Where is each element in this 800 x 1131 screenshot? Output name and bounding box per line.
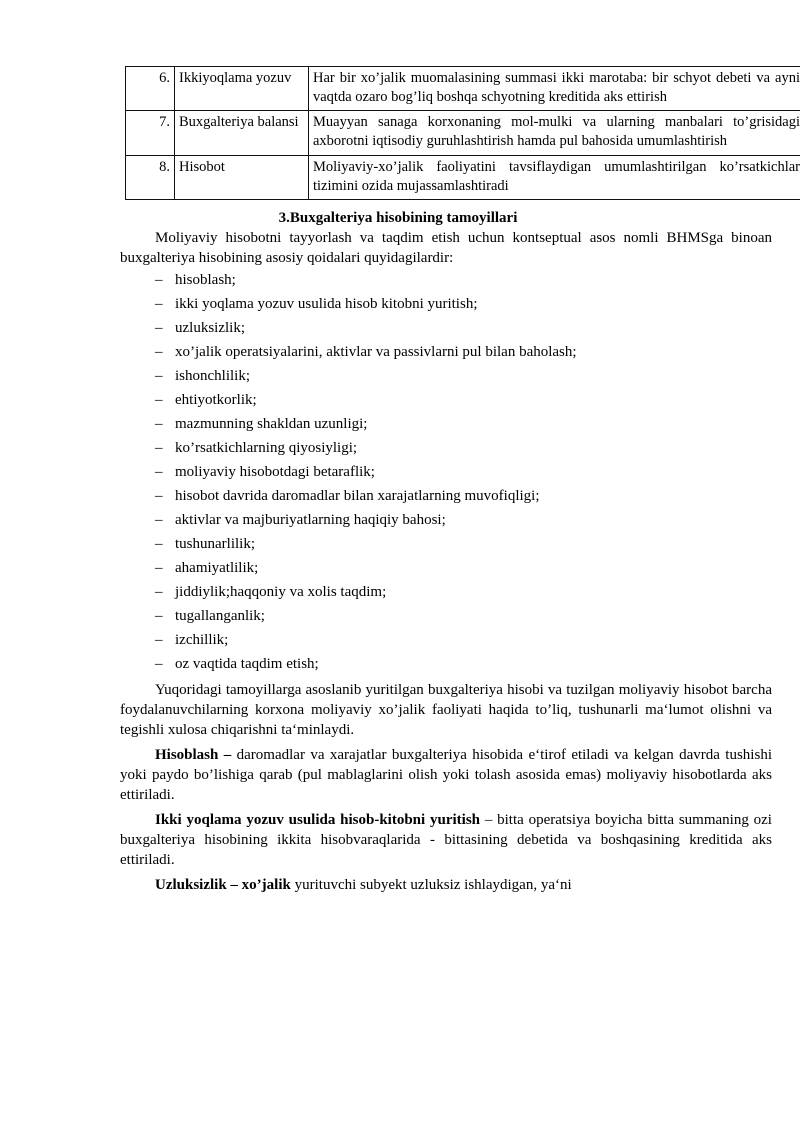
list-item bbox=[118, 513, 770, 528]
definition-body: daromadlar va xarajatlar buxgalteriya hisobida e‘tirof etiladi va kelgan davrda tushishi yoki paydo bo’lishiga qarab (pul mablaglarini olish yoki tolash asosida emas) moliyaviy hisobotlarda aks ettiriladi. bbox=[120, 746, 772, 803]
list-item-label: tushunarlilik; bbox=[175, 536, 255, 553]
dash-marker: – bbox=[155, 584, 163, 601]
section-heading: 3.Buxgalteriya hisobining tamoyillari bbox=[278, 209, 518, 226]
dash-marker: – bbox=[155, 464, 163, 481]
table-row bbox=[126, 155, 800, 199]
dash-marker: – bbox=[155, 632, 163, 649]
dash-marker: – bbox=[155, 392, 163, 409]
table-cell-number: 7. bbox=[126, 111, 175, 155]
list-item bbox=[118, 465, 770, 480]
list-item bbox=[118, 489, 770, 504]
table-row bbox=[126, 67, 800, 111]
dash-marker: – bbox=[155, 272, 163, 289]
list-item-label: jiddiylik;haqqoniy va xolis taqdim; bbox=[175, 584, 387, 601]
list-item-label: hisobot davrida daromadlar bilan xarajatlarning muvofiqligi; bbox=[175, 488, 540, 505]
list-item bbox=[118, 441, 770, 456]
dash-marker: – bbox=[155, 536, 163, 553]
list-item bbox=[118, 609, 770, 624]
table-cell-number: 6. bbox=[126, 67, 175, 111]
list-item-label: moliyaviy hisobotdagi betaraflik; bbox=[175, 464, 375, 481]
definition-paragraph-hisoblash bbox=[118, 746, 772, 806]
dash-marker: – bbox=[155, 560, 163, 577]
table-cell-term: Hisobot bbox=[175, 155, 309, 199]
definition-body: – bitta operatsiya boyicha bitta summaning ozi buxgalteriya hisobining ikkita hisobvaraqlarida - bittasining debetida va boshqasining kreditida aks ettiriladi. bbox=[120, 811, 772, 868]
dash-marker: – bbox=[155, 344, 163, 361]
intro-paragraph: Moliyaviy hisobotni tayyorlash va taqdim etish uchun kontseptual asos nomli BHMSga binoan buxgalteriya hisobining asosiy qoidalari quyidagilardir: bbox=[120, 230, 772, 267]
document-content bbox=[118, 66, 800, 896]
definition-body: yurituvchi subyekt uzluksiz ishlaydigan, ya‘ni bbox=[290, 876, 572, 893]
dash-marker: – bbox=[155, 440, 163, 457]
table-cell-term: Ikkiyoqlama yozuv bbox=[175, 67, 309, 111]
definition-paragraph-uzluksizlik bbox=[118, 876, 772, 896]
list-item bbox=[118, 657, 770, 672]
list-item-label: izchillik; bbox=[175, 632, 229, 649]
table-body bbox=[126, 67, 800, 200]
list-item-label: uzluksizlik; bbox=[175, 320, 245, 337]
list-item bbox=[118, 321, 770, 336]
list-item bbox=[118, 633, 770, 648]
definition-term: Uzluksizlik – xo’jalik bbox=[155, 876, 291, 893]
principles-list bbox=[118, 273, 770, 672]
list-item bbox=[118, 369, 770, 384]
table-cell-term: Buxgalteriya balansi bbox=[175, 111, 309, 155]
list-item-label: xo’jalik operatsiyalarini, aktivlar va passivlarni pul bilan baholash; bbox=[175, 344, 577, 361]
dash-marker: – bbox=[155, 608, 163, 625]
dash-marker: – bbox=[155, 512, 163, 529]
table-cell-description: Moliyaviy-xo’jalik faoliyatini tavsiflaydigan umumlashtirilgan ko’rsatkichlar tizimini ozida mujassamlashtiradi bbox=[309, 155, 800, 199]
list-item-label: ahamiyatlilik; bbox=[175, 560, 259, 577]
list-item-label: mazmunning shakldan uzunligi; bbox=[175, 416, 368, 433]
list-item-label: aktivlar va majburiyatlarning haqiqiy bahosi; bbox=[175, 512, 446, 529]
list-item-label: ikki yoqlama yozuv usulida hisob kitobni yuritish; bbox=[175, 296, 478, 313]
definition-paragraph-ikki-yoqlama bbox=[118, 811, 772, 871]
table-cell-description: Muayyan sanaga korxonaning mol-mulki va ularning manbalari to’grisidagi axborotni iqtisodiy guruhlashtirish hamda pul bahosida umumlashtirish bbox=[309, 111, 800, 155]
terms-table bbox=[125, 66, 800, 200]
list-item-label: tugallanganlik; bbox=[175, 608, 265, 625]
list-item bbox=[118, 393, 770, 408]
list-item-label: ko’rsatkichlarning qiyosiyligi; bbox=[175, 440, 358, 457]
dash-marker: – bbox=[155, 296, 163, 313]
definition-term: Ikki yoqlama yozuv usulida hisob-kitobni yuritish bbox=[155, 811, 481, 828]
list-item bbox=[118, 585, 770, 600]
list-item-label: hisoblash; bbox=[175, 272, 236, 289]
table-cell-description: Har bir xo’jalik muomalasining summasi ikki marotaba: bir schyot debeti va ayni vaqtda ozaro bog’liq boshqa schyotning kreditida aks ettirish bbox=[309, 67, 800, 111]
list-item bbox=[118, 561, 770, 576]
dash-marker: – bbox=[155, 656, 163, 673]
list-item bbox=[118, 537, 770, 552]
list-item-label: oz vaqtida taqdim etish; bbox=[175, 656, 319, 673]
dash-marker: – bbox=[155, 320, 163, 337]
list-item bbox=[118, 297, 770, 312]
list-item bbox=[118, 273, 770, 288]
list-item bbox=[118, 345, 770, 360]
table-cell-number: 8. bbox=[126, 155, 175, 199]
list-item-label: ehtiyotkorlik; bbox=[175, 392, 257, 409]
summary-paragraph: Yuqoridagi tamoyillarga asoslanib yuritilgan buxgalteriya hisobi va tuzilgan moliyaviy hisobot barcha foydalanuvchilarning korxona moliyaviy xo’jalik faoliyati haqida to’liq, tushunarli ma‘lumot olishni va tegishli xulosa chiqarishni ta‘minlaydi. bbox=[120, 682, 772, 738]
list-item-label: ishonchlilik; bbox=[175, 368, 250, 385]
dash-marker: – bbox=[155, 416, 163, 433]
dash-marker: – bbox=[155, 368, 163, 385]
definition-term: Hisoblash – bbox=[155, 746, 237, 763]
list-item bbox=[118, 417, 770, 432]
dash-marker: – bbox=[155, 488, 163, 505]
table-row bbox=[126, 111, 800, 155]
